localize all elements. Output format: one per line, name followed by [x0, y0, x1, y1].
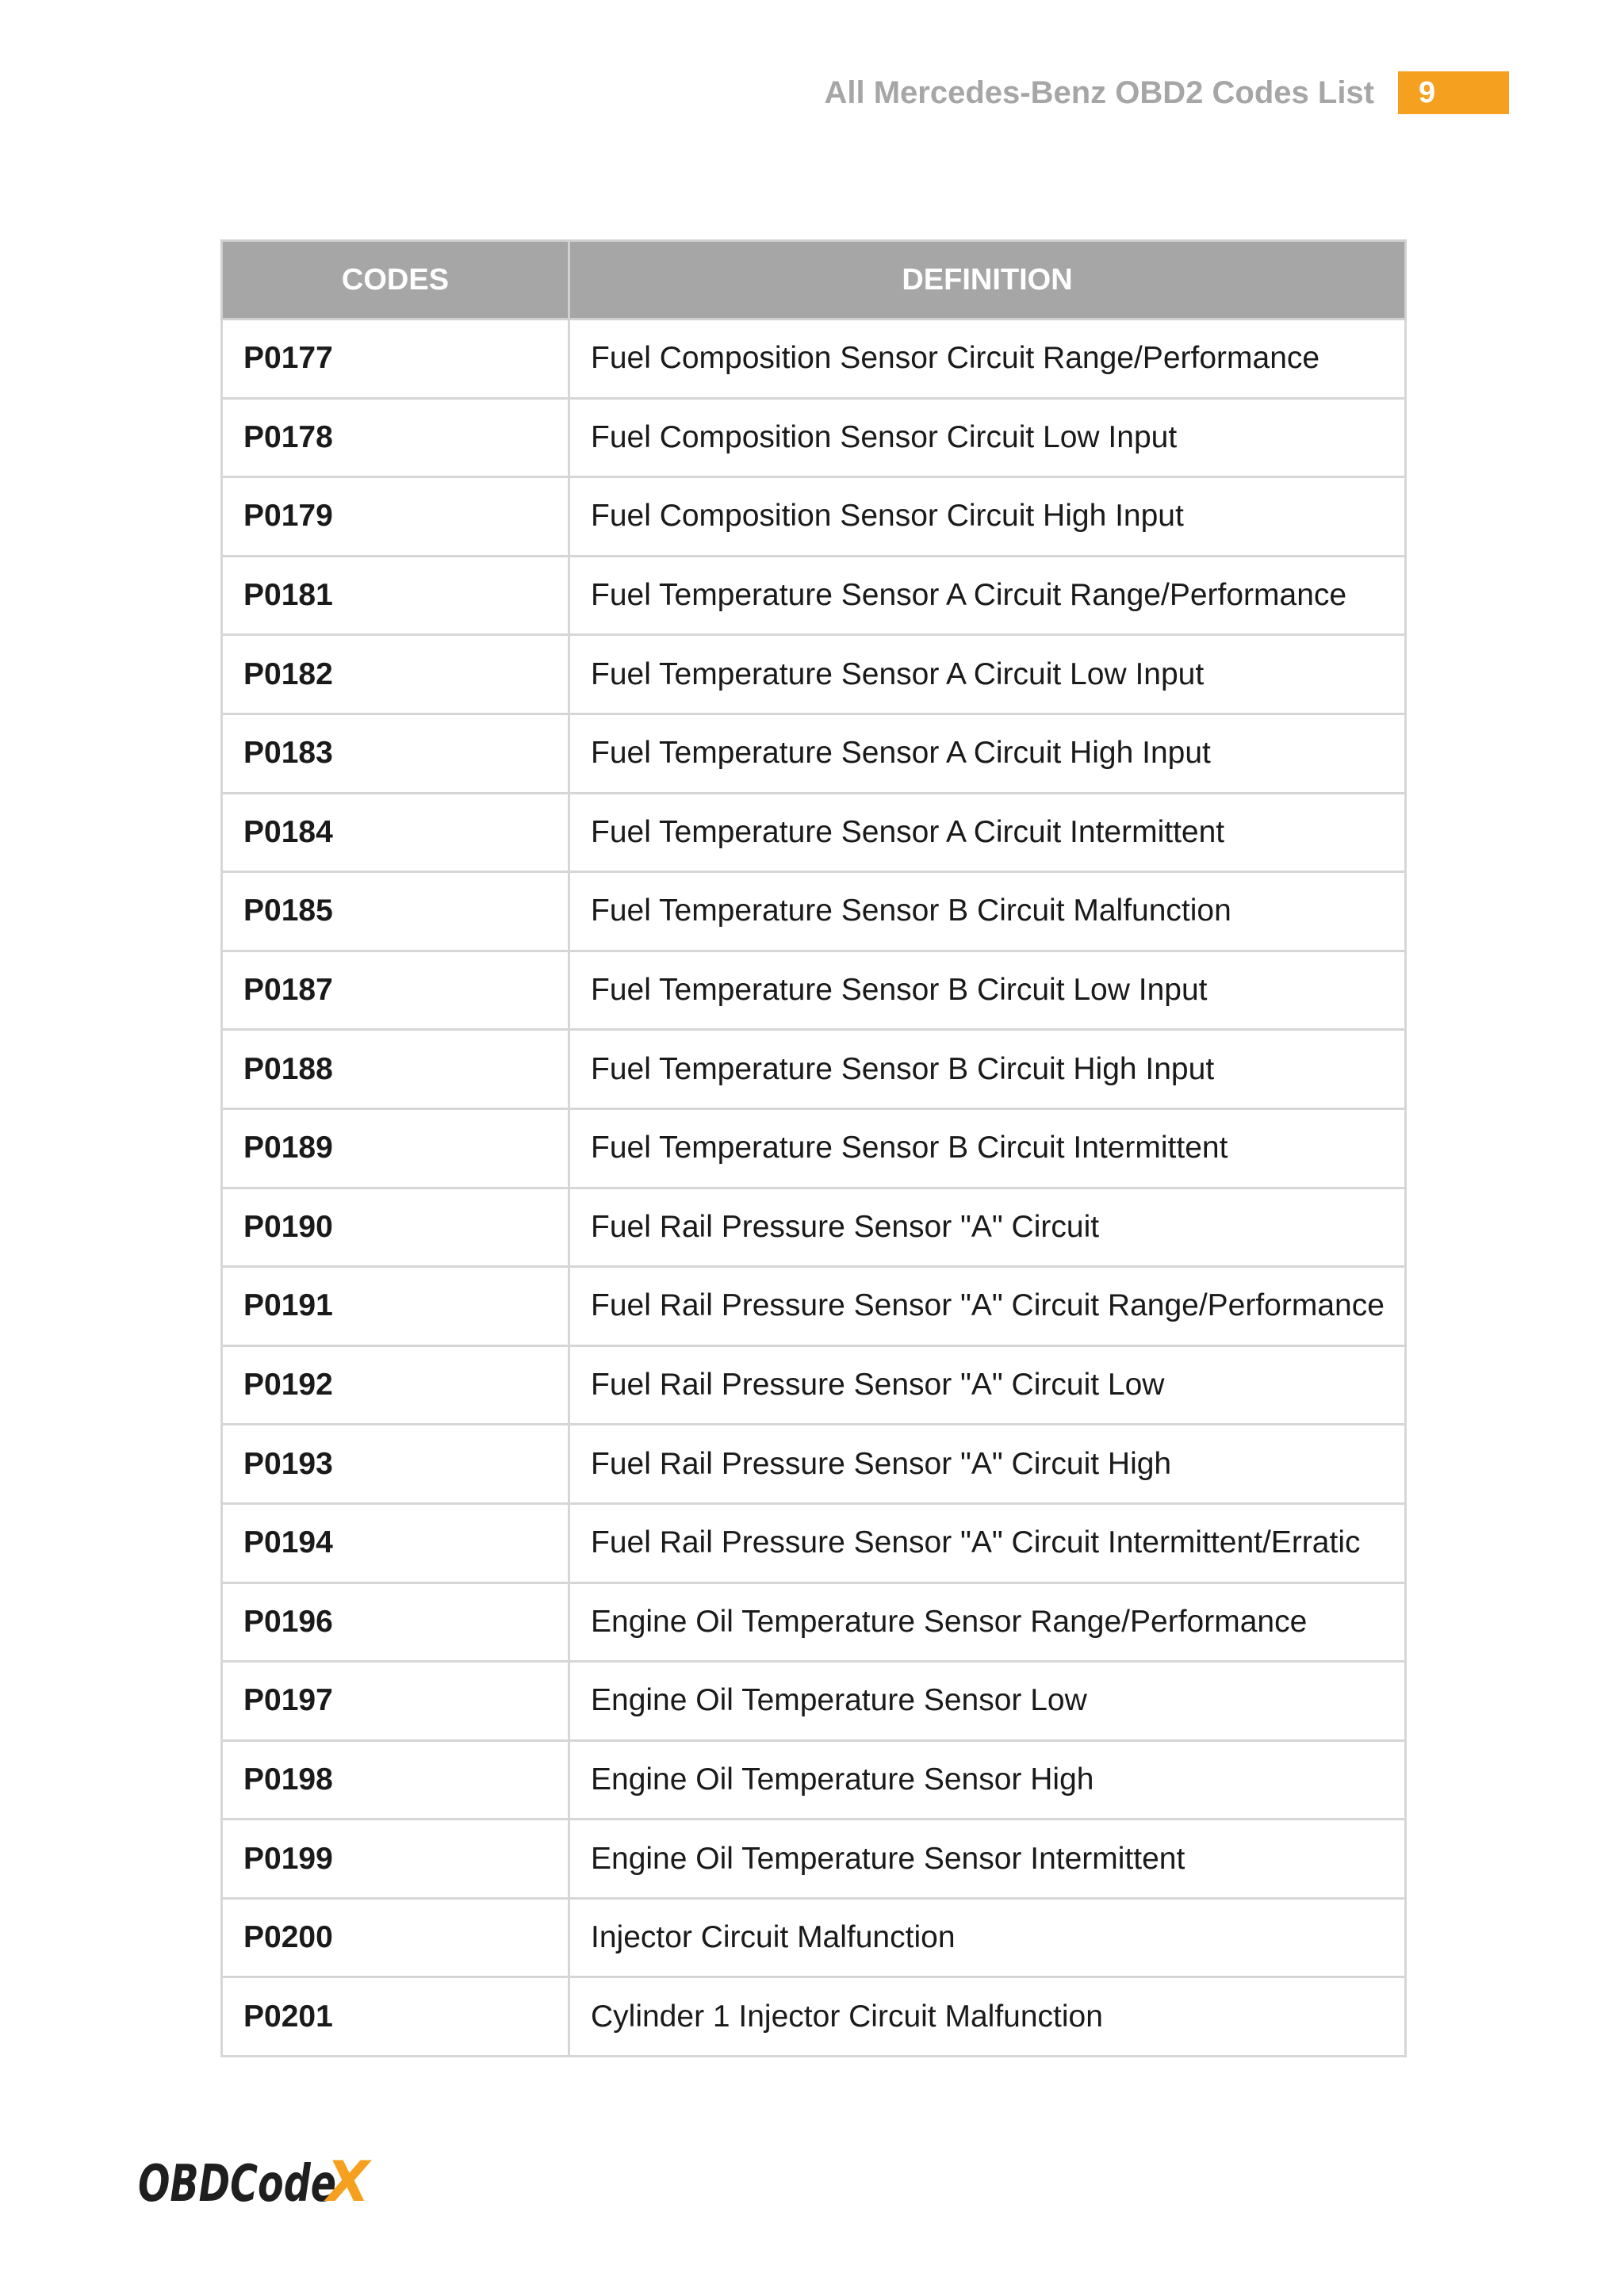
definition-cell: Fuel Composition Sensor Circuit Low Input — [569, 398, 1406, 477]
code-cell: P0188 — [222, 1030, 569, 1109]
table-row — [222, 1108, 1406, 1188]
code-cell: P0191 — [222, 1267, 569, 1346]
code-cell: P0177 — [222, 320, 569, 399]
table-row — [222, 1503, 1406, 1582]
code-cell: P0179 — [222, 477, 569, 557]
code-cell: P0199 — [222, 1820, 569, 1899]
code-cell: P0181 — [222, 556, 569, 635]
definition-cell: Fuel Rail Pressure Sensor "A" Circuit — [569, 1188, 1406, 1267]
definition-cell: Fuel Temperature Sensor A Circuit High Input — [569, 714, 1406, 793]
definition-cell: Fuel Rail Pressure Sensor "A" Circuit Range/Performance — [569, 1267, 1406, 1346]
code-cell: P0197 — [222, 1662, 569, 1741]
code-cell: P0198 — [222, 1740, 569, 1820]
definition-cell: Engine Oil Temperature Sensor Low — [569, 1662, 1406, 1741]
code-cell: P0190 — [222, 1188, 569, 1267]
code-cell: P0185 — [222, 872, 569, 951]
definition-cell: Injector Circuit Malfunction — [569, 1898, 1406, 1977]
table-row — [222, 951, 1406, 1030]
definition-cell: Fuel Composition Sensor Circuit Range/Performance — [569, 320, 1406, 399]
table-row — [222, 1820, 1406, 1899]
definition-cell: Engine Oil Temperature Sensor Intermittent — [569, 1820, 1406, 1899]
definition-cell: Fuel Temperature Sensor B Circuit Intermittent — [569, 1108, 1406, 1188]
table-row — [222, 1977, 1406, 2057]
definition-cell: Cylinder 1 Injector Circuit Malfunction — [569, 1977, 1406, 2057]
obdcodex-logo — [136, 2149, 374, 2212]
definition-cell: Fuel Temperature Sensor A Circuit Intermittent — [569, 793, 1406, 872]
table-header-row — [222, 241, 1406, 320]
obd-codes-table — [220, 239, 1407, 2057]
code-cell: P0182 — [222, 635, 569, 714]
code-cell: P0193 — [222, 1425, 569, 1504]
code-cell: P0178 — [222, 398, 569, 477]
page-header — [825, 71, 1510, 114]
table-row — [222, 714, 1406, 793]
code-cell: P0183 — [222, 714, 569, 793]
table-row — [222, 398, 1406, 477]
table-row — [222, 320, 1406, 399]
definition-cell: Fuel Temperature Sensor B Circuit Low Input — [569, 951, 1406, 1030]
logo-text-main: OBDCode — [138, 2155, 336, 2212]
table-row — [222, 1030, 1406, 1109]
definition-cell: Engine Oil Temperature Sensor Range/Performance — [569, 1582, 1406, 1662]
code-cell: P0200 — [222, 1898, 569, 1977]
code-cell: P0196 — [222, 1582, 569, 1662]
code-cell: P0201 — [222, 1977, 569, 2057]
definition-cell: Fuel Temperature Sensor B Circuit Malfunction — [569, 872, 1406, 951]
table-row — [222, 1662, 1406, 1741]
column-header-definition: DEFINITION — [569, 241, 1406, 320]
table-row — [222, 635, 1406, 714]
code-cell: P0189 — [222, 1108, 569, 1188]
table-row — [222, 1898, 1406, 1977]
definition-cell: Fuel Rail Pressure Sensor "A" Circuit Low — [569, 1345, 1406, 1425]
table-row — [222, 1267, 1406, 1346]
table-row — [222, 1188, 1406, 1267]
definition-cell: Fuel Temperature Sensor A Circuit Low Input — [569, 635, 1406, 714]
column-header-codes: CODES — [222, 241, 569, 320]
definition-cell: Fuel Rail Pressure Sensor "A" Circuit Intermittent/Erratic — [569, 1503, 1406, 1582]
table-row — [222, 872, 1406, 951]
definition-cell: Fuel Composition Sensor Circuit High Input — [569, 477, 1406, 557]
table-row — [222, 1740, 1406, 1820]
definition-cell: Fuel Rail Pressure Sensor "A" Circuit High — [569, 1425, 1406, 1504]
table-row — [222, 477, 1406, 557]
code-cell: P0192 — [222, 1345, 569, 1425]
document-title: All Mercedes-Benz OBD2 Codes List — [824, 75, 1374, 110]
code-cell: P0184 — [222, 793, 569, 872]
logo-text-accent: X — [327, 2149, 370, 2212]
table-row — [222, 1425, 1406, 1504]
table-row — [222, 556, 1406, 635]
code-cell: P0187 — [222, 951, 569, 1030]
definition-cell: Fuel Temperature Sensor A Circuit Range/Performance — [569, 556, 1406, 635]
code-cell: P0194 — [222, 1503, 569, 1582]
page-number-badge: 9 — [1398, 71, 1509, 114]
table-row — [222, 1345, 1406, 1425]
definition-cell: Fuel Temperature Sensor B Circuit High Input — [569, 1030, 1406, 1109]
definition-cell: Engine Oil Temperature Sensor High — [569, 1740, 1406, 1820]
table-row — [222, 1582, 1406, 1662]
table-row — [222, 793, 1406, 872]
